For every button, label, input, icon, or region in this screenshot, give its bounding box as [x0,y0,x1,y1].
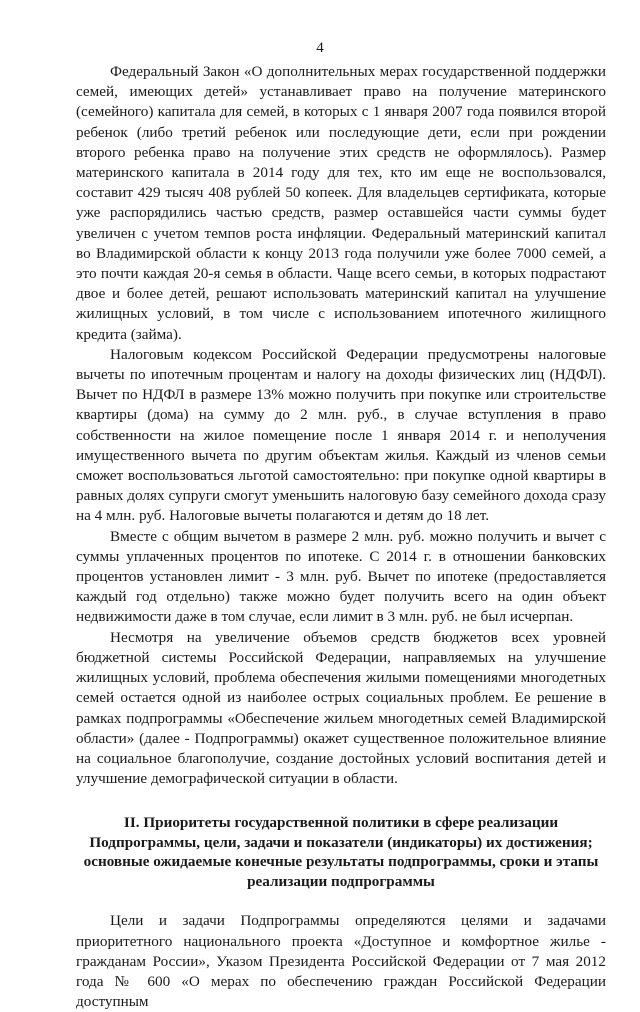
section-heading-line-4: реализации подпрограммы [247,872,435,890]
section-heading-line-3: основные ожидаемые конечные результаты подпрограммы, сроки и этапы [83,853,599,871]
paragraph-mortgage-interest: Вместе с общим вычетом в размере 2 млн. руб. можно получить и вычет с суммы уплаченных процентов по ипотеке. С 2014 г. в отношении банковских процентов установлен лимит - 3 млн. руб. Вычет по ипотеке (предоставляется каждый год отдельно) также можно будет получить всего на один объект недвижимости даже в том случае, если лимит в 3 млн. руб. не был исчерпан. [76,527,606,626]
section-heading-line-2: Подпрограммы, цели, задачи и показатели (индикаторы) их достижения; [89,833,593,851]
paragraph-goals: Цели и задачи Подпрограммы определяются целями и задачами приоритетного национального проекта «Доступное и комфортное жилье - гражданам России», Указом Президента Российской Федерации от 7 мая 2012 года № 600 «О мерах по обеспечению граждан Российской Федерации доступным [76,912,606,1011]
paragraph-maternity-capital: Федеральный Закон «О дополнительных мерах государственной поддержки семей, имеющих детей» устанавливает право на получение материнского (семейного) капитала для семей, в которых с 1 января 2007 года появился второй ребенок (либо третий ребенок или последующие дети, если при рождении второго ребенка право на получение этих средств не оформлялось). Размер материнского капитала в 2014 году для тех, кто им еще не воспользовался, составит 429 тысяч 408 рублей 50 копеек. Для владельцев сертификата, которые уже распорядились частью средств, размер оставшейся части суммы будет увеличен с учетом темпов роста инфляции. Федеральный материнский капитал во Владимирской области к концу 2013 года получили уже более 7000 семей, а это почти каждая 20-я семья в области. Чаще всего семьи, в которых подрастают двое и более детей, решают использовать материнский капитал на улучшение жилищных условий, в том числе с использованием ипотечного жилищного кредита (займа). [76,63,606,343]
paragraph-tax-deductions: Налоговым кодексом Российской Федерации предусмотрены налоговые вычеты по ипотечным процентам и налогу на доходы физических лиц (НДФЛ). Вычет по НДФЛ в размере 13% можно получить при покупке или строительстве квартиры (дома) на сумму до 2 млн. руб., в случае вступления в право собственности на жилое помещение после 1 января 2014 г. и неполучения имущественного вычета по другим объектам жилья. Каждый из членов семьи сможет воспользоваться льготой самостоятельно: при покупке одной квартиры в равных долях супруги смогут уменьшить налоговую базу семейного дохода сразу на 4 млн. руб. Налоговые вычеты полагаются и детям до 18 лет. [76,345,606,525]
page-number: 4 [316,40,324,56]
document-body [76,62,606,1012]
section-heading [76,813,606,891]
paragraph-housing-problem: Несмотря на увеличение объемов средств бюджетов всех уровней бюджетной системы Российской Федерации, направляемых на улучшение жилищных условий, проблема обеспечения жилыми помещениями многодетных семей остается одной из наиболее острых социальных проблем. Ее решение в рамках подпрограммы «Обеспечение жильем многодетных семей Владимирской области» (далее - Подпрограммы) окажет существенное положительное влияние на социальное благополучие, создание достойных условий воспитания детей и улучшение демографической ситуации в области. [76,628,606,788]
section-heading-line-1: II. Приоритеты государственной политики в сфере реализации [123,814,559,832]
